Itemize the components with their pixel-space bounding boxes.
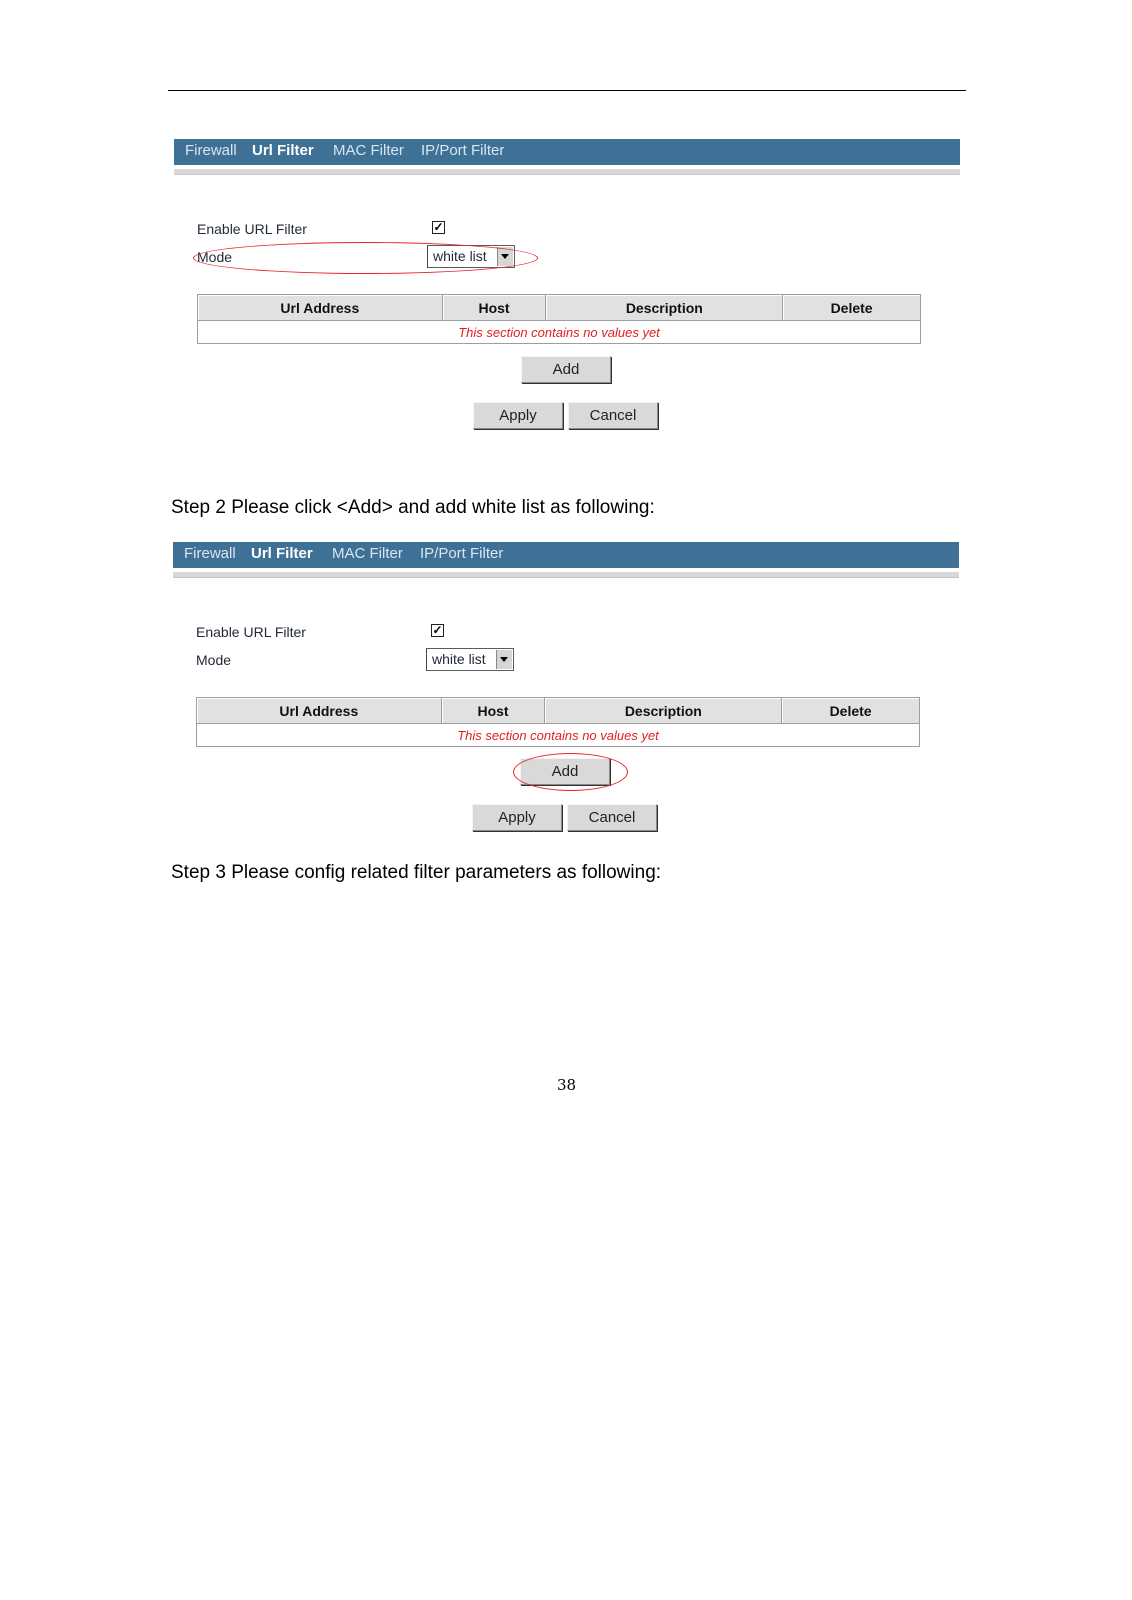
enable-url-filter-label: Enable URL Filter — [197, 221, 307, 237]
empty-table-message: This section contains no values yet — [198, 321, 921, 344]
tab-firewall[interactable]: Firewall — [184, 545, 236, 562]
add-button[interactable]: Add — [520, 758, 610, 785]
column-header-description: Description — [546, 295, 783, 321]
cancel-button[interactable]: Cancel — [567, 804, 657, 831]
column-header-description: Description — [545, 698, 782, 724]
tab-bar-shadow — [174, 169, 960, 175]
url-filter-table — [196, 697, 920, 747]
cancel-button[interactable]: Cancel — [568, 402, 658, 429]
mode-label: Mode — [196, 652, 232, 668]
url-filter-screenshot-1 — [0, 139, 1132, 439]
column-header-host: Host — [441, 698, 545, 724]
tab-url-filter[interactable]: Url Filter — [252, 142, 314, 159]
mode-label: Mode — [197, 249, 233, 265]
empty-table-message: This section contains no values yet — [197, 724, 920, 747]
page-number: 38 — [557, 1076, 577, 1094]
tab-url-filter[interactable]: Url Filter — [251, 545, 313, 562]
tab-ip-port-filter[interactable]: IP/Port Filter — [421, 142, 505, 159]
apply-button[interactable]: Apply — [472, 804, 562, 831]
step-2-text: Step 2 Please click <Add> and add white list as following: — [171, 497, 655, 518]
column-header-delete: Delete — [783, 295, 921, 321]
url-filter-screenshot-2 — [0, 542, 1132, 842]
header-rule — [168, 90, 966, 91]
step-3-text: Step 3 Please config related filter parameters as following: — [171, 862, 662, 883]
tab-mac-filter[interactable]: MAC Filter — [333, 142, 404, 159]
tab-firewall[interactable]: Firewall — [185, 142, 237, 159]
enable-url-filter-checkbox[interactable]: ✓ — [432, 623, 443, 637]
mode-select-value: white list — [433, 248, 487, 264]
column-header-url-address: Url Address — [198, 295, 443, 321]
table-header-row — [198, 295, 921, 321]
column-header-delete: Delete — [782, 698, 920, 724]
tab-bar — [174, 139, 960, 165]
highlight-ellipse-mode — [193, 242, 538, 274]
mode-select[interactable] — [426, 648, 514, 671]
add-button[interactable]: Add — [521, 356, 611, 383]
tab-ip-port-filter[interactable]: IP/Port Filter — [420, 545, 504, 562]
url-filter-table — [197, 294, 921, 344]
highlight-ellipse-add — [513, 753, 628, 791]
table-row — [198, 321, 921, 344]
table-header-row — [197, 698, 920, 724]
column-header-host: Host — [442, 295, 546, 321]
table-row — [197, 724, 920, 747]
enable-url-filter-checkbox[interactable]: ✓ — [433, 220, 444, 234]
mode-select-value: white list — [432, 651, 486, 667]
apply-button[interactable]: Apply — [473, 402, 563, 429]
enable-url-filter-label: Enable URL Filter — [196, 624, 306, 640]
chevron-down-icon[interactable] — [496, 650, 512, 669]
tab-bar-shadow — [173, 572, 959, 578]
column-header-url-address: Url Address — [197, 698, 442, 724]
tab-mac-filter[interactable]: MAC Filter — [332, 545, 403, 562]
tab-bar — [173, 542, 959, 568]
